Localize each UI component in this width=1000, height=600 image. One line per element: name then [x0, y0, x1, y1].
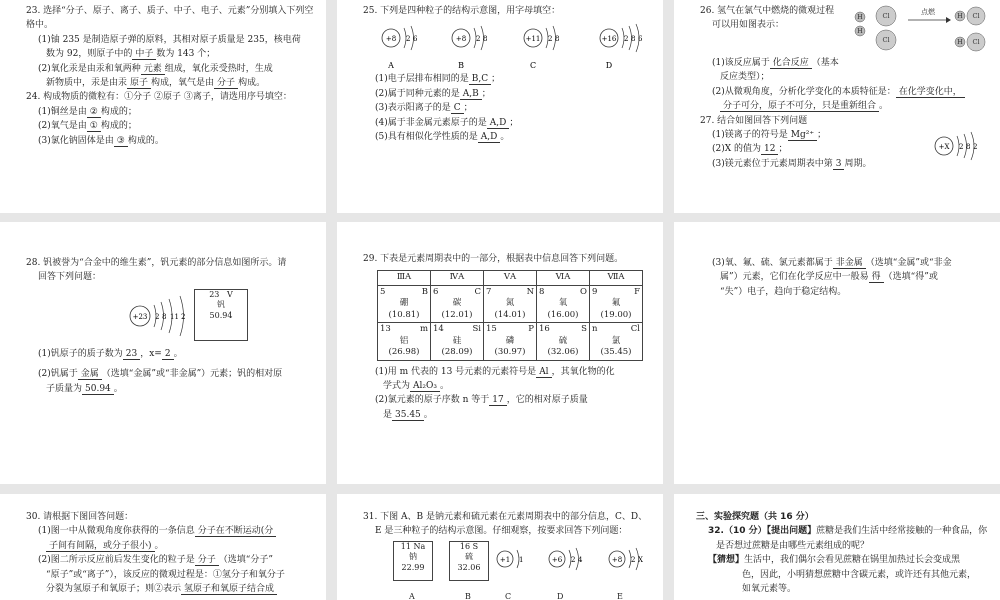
q32-line2: 是否想过蔗糖是由哪些元素组成的呢？	[716, 540, 870, 551]
answer: 在化学变化中，	[896, 87, 965, 98]
answer: Al	[536, 367, 551, 378]
q25-line3: (3)表示阳离子的是 C ；	[375, 103, 473, 114]
answer: 分子可分，原子不可分，只是重新组合	[720, 101, 879, 112]
q30-line2: (2)图二所示反应前后发生变化的粒子是 分子 （选填“分子”	[38, 555, 273, 566]
q23-line1b: 数为 92，则原子中的 中子 数为 143 个；	[46, 49, 216, 60]
q29-stem: 29. 下表是元素周期表中的一部分，根据表中信息回答下列问题。	[363, 254, 624, 264]
svg-text:Cl: Cl	[882, 36, 890, 44]
q27-line1: (1)镁离子的符号是 Mg²⁺ ；	[712, 129, 827, 140]
element-cell: 8 O 氧 (16.00)	[537, 285, 590, 322]
svg-text:+6: +6	[551, 555, 563, 564]
svg-text:8: 8	[555, 35, 560, 44]
svg-text:2: 2	[624, 35, 629, 44]
svg-text:Cl: Cl	[972, 38, 980, 46]
svg-text:H: H	[857, 13, 863, 21]
q23-stem: 23. 选择“分子、原子、离子、质子、中子、电子、元素”分别填入下列空格中。	[26, 6, 314, 31]
panel-q23-q24	[0, 0, 326, 213]
table-header: ⅢA	[378, 271, 431, 285]
svg-text:4: 4	[578, 555, 583, 564]
q30-line1: (1)图一中从微观角度你获得的一条信息 分子在不断运动(分	[26, 524, 318, 538]
svg-text:+11: +11	[525, 35, 541, 44]
q25-line5: (5)具有相似化学性质的是 A,D 。	[375, 131, 510, 142]
svg-text:2: 2	[548, 35, 553, 44]
answer: 23	[123, 349, 140, 360]
label-e: E	[617, 591, 623, 600]
panel-q31	[337, 494, 663, 600]
label-c: C	[505, 591, 512, 600]
table-header: ⅤA	[484, 271, 537, 285]
svg-text:6: 6	[638, 35, 643, 44]
q28-stem: 28. 钒被誉为“合金中的维生素”，钒元素的部分信息如图所示。请	[26, 258, 287, 268]
svg-text:H: H	[957, 12, 963, 20]
svg-text:2: 2	[476, 35, 481, 44]
label-d: D	[557, 591, 564, 600]
answer: 化合反应	[770, 58, 812, 69]
svg-text:+1: +1	[499, 555, 511, 564]
q31-cell-b: 16 S 硫 32.06	[449, 541, 489, 581]
q26-line2b: 分子可分，原子不可分，只是重新组合 。	[700, 99, 992, 113]
panel-q26-q27	[674, 0, 1000, 213]
q26-header	[700, 4, 992, 56]
svg-text:2: 2	[155, 312, 160, 321]
element-cell: 13 m 铝 (26.98)	[378, 323, 431, 360]
q26-line1: (1)该反应属于 化合反应 （基本	[712, 58, 839, 68]
q32-line4: 色，因此，小明猜想蔗糖中含碳元素，或许还有其他元素，	[742, 569, 977, 580]
q29c-line2: 属”）元素，它们在化学反应中一般易 得 （选填“得”或	[720, 272, 938, 283]
element-cell: 16 S 硫 (32.06)	[537, 323, 590, 360]
answer: 金属	[78, 369, 102, 380]
answer: 子间有间隔，或分子很小)	[46, 541, 155, 552]
q27-stem: 27. 结合如图回答下列问题	[700, 115, 808, 126]
q31-figures	[363, 541, 655, 600]
q27-line2: (2)X 的值为 12 ；	[712, 144, 788, 155]
svg-text:8: 8	[631, 35, 636, 44]
answer: 12	[761, 144, 778, 155]
q25-stem: 25. 下列是四种粒子的结构示意图，用字母填空：	[363, 6, 561, 16]
q29-periodic-table	[377, 270, 643, 360]
q30-stem: 30. 请根据下图回答问题：	[26, 512, 134, 522]
q27-line3: (3)镁元素位于元素周期表中第 3 周期。	[712, 158, 872, 169]
label-a: A	[409, 591, 415, 600]
q23-line1: (1)铀 235 是制造原子弹的原料，其相对原子质量是 235，核电荷	[38, 34, 301, 45]
svg-text:X: X	[638, 555, 643, 564]
element-cell: 7 N 氮 (14.01)	[484, 285, 537, 322]
q30-line2c: 分裂为氢原子和氧原子；则②表示 氢原子和氧原子结合成	[26, 582, 318, 596]
svg-text:2: 2	[973, 142, 978, 151]
q25-line4: (4)属于非金属元素原子的是 A,D ；	[375, 117, 519, 128]
table-header: ⅣA	[431, 271, 484, 285]
svg-text:11: 11	[170, 312, 179, 321]
element-cell: 6 C 碳 (12.01)	[431, 285, 484, 322]
table-row	[378, 323, 643, 360]
label-b: B	[465, 591, 471, 600]
svg-text:6: 6	[413, 35, 418, 44]
svg-text:H: H	[857, 27, 863, 35]
q31-atom-diagrams	[491, 541, 661, 583]
svg-text:2: 2	[959, 142, 964, 151]
panel-section-3	[674, 494, 1000, 600]
q29c-line1: (3)氧、氟、硫、氯元素都属于 非金属 （选填“金属”或“非金	[712, 258, 952, 268]
svg-text:2: 2	[571, 555, 576, 564]
table-header: ⅥA	[537, 271, 590, 285]
svg-text:+8: +8	[611, 555, 623, 564]
q26-reaction-diagram	[850, 4, 990, 56]
q23-line3: 新物质中，汞是由汞 原子 构成，氧气是由 分子 构成。	[46, 77, 266, 88]
answer: ③	[114, 136, 128, 147]
q23-line2: (2)氧化汞是由汞和氧两种 元素 组成，氧化汞受热时，生成	[38, 63, 273, 74]
answer: C	[451, 103, 464, 114]
answer: A,D	[487, 118, 510, 129]
q26-stem: 26. 氢气在氯气中燃烧的微观过程 可以用如图表示：	[700, 6, 835, 31]
svg-text:2: 2	[406, 35, 411, 44]
q28-line1: (1)钒原子的质子数为 23 ，x= 2 。	[38, 348, 183, 359]
svg-text:+8: +8	[385, 35, 397, 44]
q29-line1: (1)用 m 代表的 13 号元素的元素符号是 Al ，其氧化物的化	[375, 366, 615, 377]
answer: 原子	[127, 78, 151, 89]
q24-stem: 24. 构成物质的微粒有：①分子 ②原子 ③离子，请选用序号填空：	[26, 92, 292, 103]
answer: Al₂O₃	[410, 381, 440, 392]
q31-cell-a: 11 Na 钠 22.99	[393, 541, 433, 581]
q31-stem2: E 是三种粒子的结构示意图。仔细观察，按要求回答下列问题：	[375, 526, 628, 537]
svg-text:B: B	[458, 61, 464, 71]
q30-line2b: “原子”或“离子”），该反应的微观过程是：①氢分子和氧分子	[46, 569, 285, 580]
svg-text:A: A	[388, 61, 394, 71]
svg-text:C: C	[529, 61, 537, 71]
answer: 35.45	[392, 410, 424, 421]
q29-line2b: 是 35.45 。	[383, 409, 433, 420]
answer: ②	[87, 107, 101, 118]
q28-line2: (2)钒属于 金属 （选填“金属”或“非金属”）元素；钒的相对原	[38, 369, 283, 380]
svg-text:+16: +16	[601, 35, 617, 44]
q31-stem: 31. 下图 A、B 是钠元素和硫元素在元素周期表中的部分信息，C、D、	[363, 512, 648, 522]
atom-D	[600, 24, 643, 70]
q27-block	[700, 114, 992, 172]
answer: B,C	[469, 74, 491, 85]
answer: 分子	[195, 555, 219, 566]
q24-line3: (3)氯化钠固体是由 ③ 构成的。	[38, 135, 164, 146]
element-cell: 9 F 氟 (19.00)	[590, 285, 643, 322]
answer: 分子在不断运动(分	[195, 526, 277, 537]
q30-line1b: 子间有间隔，或分子很小) 。	[26, 539, 318, 553]
svg-text:D: D	[605, 61, 613, 71]
element-cell: 5 B 硼 (10.81)	[378, 285, 431, 322]
q25-atom-diagrams	[369, 20, 659, 72]
q26-line2: (2)从微观角度，分析化学变化的本质特征是： 在化学变化中，	[700, 85, 992, 99]
q25-line1: (1)电子层排布相同的是 B,C ；	[375, 74, 501, 85]
panel-q25	[337, 0, 663, 213]
answer: A,B	[460, 89, 482, 100]
svg-text:+X: +X	[938, 142, 950, 151]
q29c-line3: “失”）电子，趋向于稳定结构。	[720, 286, 847, 297]
answer: 中子	[132, 49, 156, 60]
element-cell: 15 P 磷 (30.97)	[484, 323, 537, 360]
q28-stem2: 回答下列问题：	[38, 272, 102, 283]
answer: 得	[869, 272, 884, 283]
answer: A,D	[478, 132, 501, 143]
section-title: 三、实验探究题（共 16 分）	[696, 512, 814, 522]
table-row	[378, 285, 643, 322]
q28-figure	[26, 285, 318, 347]
answer: 50.94	[82, 384, 114, 395]
panel-q29	[337, 222, 663, 484]
q25-line2: (2)属于同种元素的是 A,B ；	[375, 88, 491, 99]
svg-text:Cl: Cl	[882, 12, 890, 20]
svg-text:+23: +23	[132, 312, 148, 321]
q29-line1b: 学式为 Al₂O₃ 。	[383, 381, 450, 392]
answer: ①	[87, 121, 101, 132]
atom-C	[524, 26, 559, 70]
panel-q29-continued	[674, 222, 1000, 484]
atom-A	[382, 26, 418, 70]
svg-text:2: 2	[181, 312, 186, 321]
q32-line1: 32.（10 分）【提出问题】蔗糖是我们生活中经常接触的一种食品，你	[708, 526, 988, 537]
q32-line3: 【猜想】生活中，我们偶尔会看见蔗糖在锅里加热过长会变成黑	[708, 555, 961, 566]
svg-text:点燃: 点燃	[921, 8, 935, 16]
answer: Mg²⁺	[788, 130, 817, 141]
q26-line1b: 反应类型）；	[720, 72, 770, 83]
answer: 2	[162, 349, 174, 360]
svg-text:8: 8	[483, 35, 488, 44]
answer: 分子	[214, 78, 238, 89]
svg-text:8: 8	[966, 142, 971, 151]
svg-text:2: 2	[631, 555, 636, 564]
table-header-row	[378, 271, 643, 285]
q32-line5: 如氧元素等。	[742, 583, 797, 594]
q27-atom-diagram	[928, 126, 988, 166]
svg-text:+8: +8	[455, 35, 467, 44]
atom-B	[452, 26, 487, 70]
table-header: ⅦA	[590, 271, 643, 285]
q24-line2: (2)氧气是由 ① 构成的；	[38, 121, 137, 132]
answer: 氢原子和氧原子结合成	[181, 584, 277, 595]
q29-line2: (2)氯元素的原子序数 n 等于 17 ，它的相对原子质量	[375, 395, 588, 406]
svg-text:H: H	[957, 38, 963, 46]
panel-q30	[0, 494, 326, 600]
q28-line2b: 子质量为 50.94 。	[46, 383, 123, 394]
svg-text:1: 1	[519, 555, 524, 564]
element-cell: 14 Si 硅 (28.09)	[431, 323, 484, 360]
answer: 非金属	[833, 258, 866, 269]
q24-line1: (1)铜丝是由 ② 构成的；	[38, 106, 137, 117]
answer: 17	[489, 395, 506, 406]
answer: 元素	[141, 64, 165, 75]
svg-text:8: 8	[162, 312, 167, 321]
answer: 3	[833, 159, 845, 170]
panel-q28	[0, 222, 326, 484]
q28-element-cell: 23 V 钒 50.94	[194, 289, 248, 341]
svg-text:Cl: Cl	[972, 12, 980, 20]
element-cell: n Cl 氯 (35.45)	[590, 323, 643, 360]
